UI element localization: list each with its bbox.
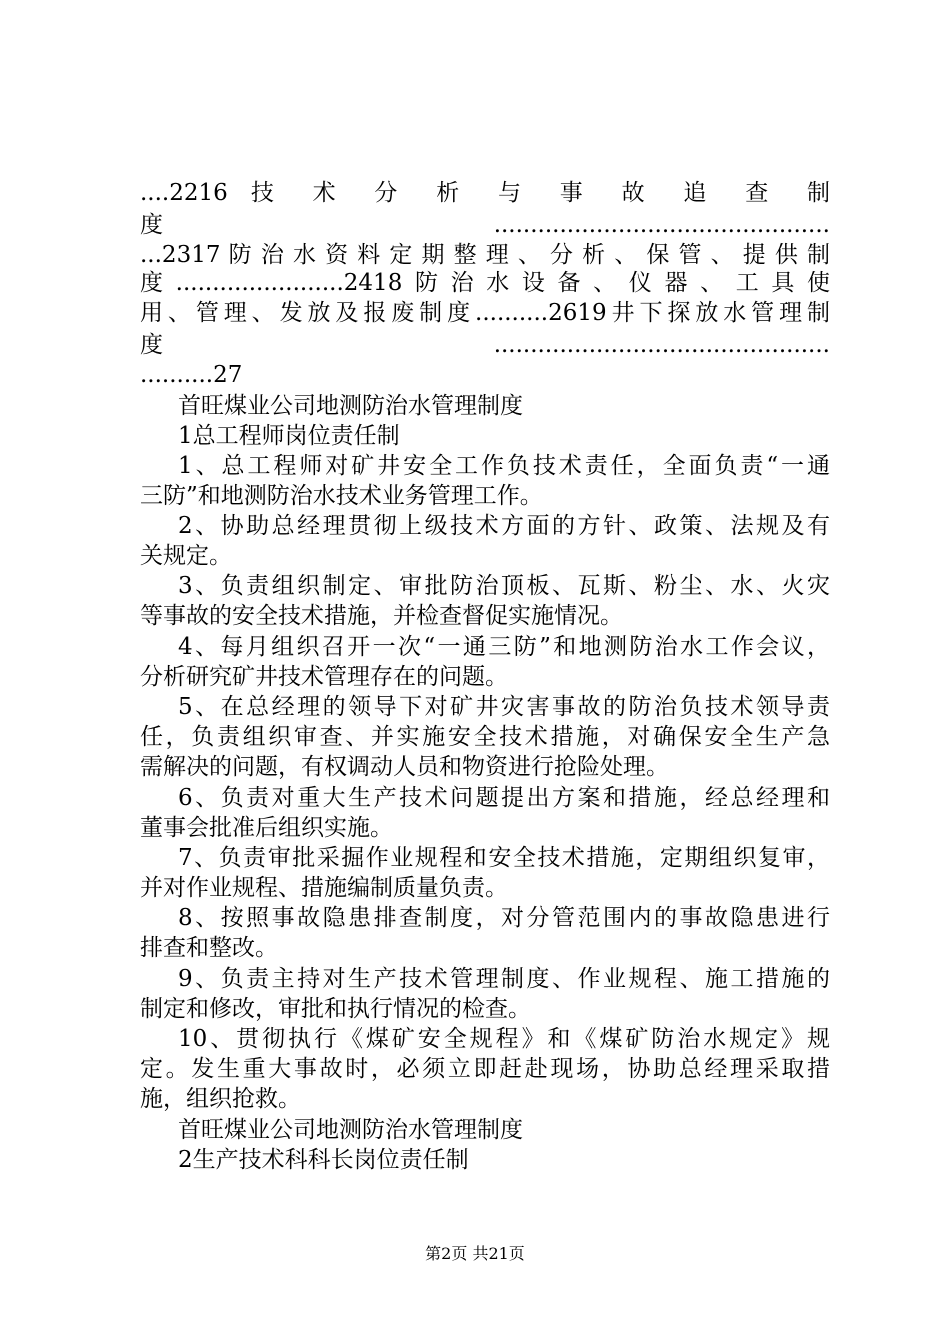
- section-header: 首旺煤业公司地测防治水管理制度: [178, 1117, 523, 1143]
- toc-line: 用、管理、发放及报废制度..........2619井下探放水管理制: [140, 300, 830, 326]
- paragraph-line: 董事会批准后组织实施。: [140, 815, 393, 841]
- toc-line: ..........27: [140, 362, 243, 388]
- toc-line: 度..............................................: [140, 212, 830, 238]
- paragraph-line: 8、按照事故隐患排查制度，对分管范围内的事故隐患进行: [178, 905, 830, 931]
- paragraph-line: 定。发生重大事故时，必须立即赶赴现场，协助总经理采取措: [140, 1056, 830, 1082]
- paragraph-line: 4、每月组织召开一次“一通三防”和地测防治水工作会议，: [178, 634, 830, 660]
- section-title: 1总工程师岗位责任制: [178, 423, 400, 449]
- paragraph-line: 排查和整改。: [140, 935, 278, 961]
- paragraph-line: 6、负责对重大生产技术问题提出方案和措施，经总经理和: [178, 785, 830, 811]
- paragraph-line: 5、在总经理的领导下对矿井灾害事故的防治负技术领导责: [178, 694, 830, 720]
- paragraph-line: 10、贯彻执行《煤矿安全规程》和《煤矿防治水规定》规: [178, 1026, 830, 1052]
- paragraph-line: 分析研究矿井技术管理存在的问题。: [140, 664, 508, 690]
- toc-line: ...2317 防 治 水 资 料 定 期 整 理 、 分 析 、 保 管 、 提 供 制: [140, 242, 830, 268]
- page-number: 第2页 共21页: [425, 1244, 525, 1263]
- toc-line: ....2216 技 术 分 析 与 事 故 追 查 制: [140, 180, 830, 206]
- paragraph-line: 并对作业规程、措施编制质量负责。: [140, 875, 508, 901]
- paragraph-line: 等事故的安全技术措施，并检查督促实施情况。: [140, 603, 623, 629]
- paragraph-line: 任，负责组织审查、并实施安全技术措施，对确保安全生产急: [140, 724, 830, 750]
- paragraph-line: 1、总工程师对矿井安全工作负技术责任，全面负责“一通: [178, 453, 830, 479]
- paragraph-line: 三防”和地测防治水技术业务管理工作。: [140, 483, 543, 509]
- paragraph-line: 关规定。: [140, 543, 232, 569]
- paragraph-line: 2、协助总经理贯彻上级技术方面的方针、政策、法规及有: [178, 513, 830, 539]
- paragraph-line: 9、负责主持对生产技术管理制度、作业规程、施工措施的: [178, 966, 830, 992]
- paragraph-line: 需解决的问题，有权调动人员和物资进行抢险处理。: [140, 754, 669, 780]
- paragraph-line: 制定和修改，审批和执行情况的检查。: [140, 996, 531, 1022]
- paragraph-line: 施，组织抢救。: [140, 1086, 301, 1112]
- toc-line: 度..............................................: [140, 332, 830, 358]
- toc-line: 度.......................2418防治水设备、仪器、工具使: [140, 270, 830, 296]
- paragraph-line: 7、负责审批采掘作业规程和安全技术措施，定期组织复审，: [178, 845, 830, 871]
- section-header: 首旺煤业公司地测防治水管理制度: [178, 393, 523, 419]
- section-title: 2生产技术科科长岗位责任制: [178, 1147, 469, 1173]
- paragraph-line: 3、负责组织制定、审批防治顶板、瓦斯、粉尘、水、火灾: [178, 573, 830, 599]
